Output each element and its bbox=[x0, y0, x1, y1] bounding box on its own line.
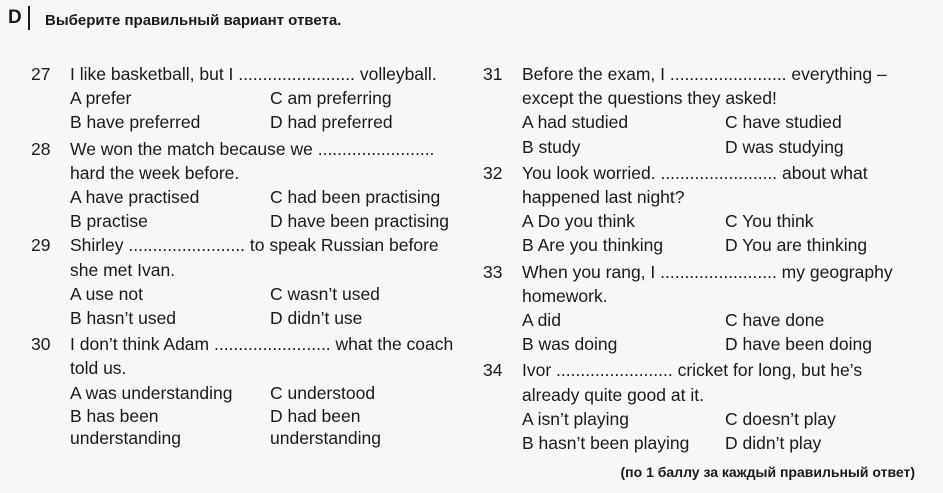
question-stem-continued: hard the week before. bbox=[70, 162, 240, 183]
option-c[interactable]: C doesn’t play bbox=[725, 408, 836, 429]
question-number: 33 bbox=[483, 261, 503, 282]
question-stem-continued: told us. bbox=[70, 358, 127, 379]
option-c[interactable]: C have done bbox=[725, 310, 825, 331]
question-stem: You look worried. ........................ about what bbox=[522, 162, 868, 183]
option-d[interactable]: D had been understanding bbox=[270, 405, 381, 448]
question-number: 29 bbox=[31, 235, 51, 256]
option-b[interactable]: B study bbox=[522, 136, 581, 157]
question-stem: When you rang, I ........................ my geography bbox=[522, 261, 893, 282]
option-a[interactable]: A was understanding bbox=[70, 382, 233, 403]
option-a[interactable]: A have practised bbox=[70, 187, 200, 208]
option-a[interactable]: A had studied bbox=[522, 112, 629, 133]
option-c[interactable]: C had been practising bbox=[270, 187, 441, 208]
option-c[interactable]: C have studied bbox=[725, 112, 842, 133]
option-d[interactable]: D didn’t play bbox=[725, 433, 822, 454]
question-stem: I don’t think Adam ........................ what the coach bbox=[70, 334, 454, 355]
option-a[interactable]: A Do you think bbox=[522, 211, 635, 232]
option-b[interactable]: B has been understanding bbox=[70, 405, 181, 448]
left-column bbox=[31, 62, 471, 449]
option-b[interactable]: B have preferred bbox=[70, 112, 201, 133]
question-33 bbox=[483, 260, 933, 357]
right-column bbox=[483, 62, 933, 455]
question-32 bbox=[483, 161, 933, 258]
question-number: 32 bbox=[483, 162, 503, 183]
question-27 bbox=[31, 62, 471, 135]
option-c[interactable]: C wasn’t used bbox=[270, 283, 380, 304]
option-c[interactable]: C You think bbox=[725, 211, 814, 232]
option-c[interactable]: C am preferring bbox=[270, 88, 392, 109]
question-stem: Shirley ........................ to speak Russian before bbox=[70, 235, 439, 256]
option-a[interactable]: A did bbox=[522, 310, 561, 331]
scoring-note: (по 1 баллу за каждый правильный ответ) bbox=[620, 464, 915, 480]
question-stem: I like basketball, but I ........................ volleyball. bbox=[70, 64, 437, 84]
question-stem: We won the match because we ........................ bbox=[70, 138, 435, 159]
option-b[interactable]: B hasn’t used bbox=[70, 308, 177, 329]
question-number: 34 bbox=[483, 360, 503, 381]
option-b[interactable]: B was doing bbox=[522, 334, 618, 355]
option-a[interactable]: A isn’t playing bbox=[522, 408, 630, 429]
question-34 bbox=[483, 358, 933, 455]
option-b[interactable]: B practise bbox=[70, 211, 148, 232]
question-number: 28 bbox=[31, 138, 51, 159]
option-d[interactable]: D had preferred bbox=[270, 112, 393, 133]
option-d[interactable]: D have been practising bbox=[270, 211, 449, 232]
option-d[interactable]: D have been doing bbox=[725, 334, 872, 355]
question-number: 30 bbox=[31, 334, 51, 355]
option-b[interactable]: B Are you thinking bbox=[522, 235, 664, 256]
option-c[interactable]: C understood bbox=[270, 382, 376, 403]
option-d[interactable]: D was studying bbox=[725, 136, 844, 157]
question-stem: Before the exam, I ........................ everything – bbox=[522, 64, 887, 84]
question-number: 31 bbox=[483, 64, 503, 84]
option-a[interactable]: A use not bbox=[70, 283, 143, 304]
question-31 bbox=[483, 62, 933, 159]
question-stem: Ivor ........................ cricket for long, but he’s bbox=[522, 360, 863, 381]
question-stem-continued: except the questions they asked! bbox=[522, 88, 777, 109]
question-number: 27 bbox=[31, 64, 51, 84]
question-30 bbox=[31, 332, 471, 449]
question-29 bbox=[31, 233, 471, 330]
option-b[interactable]: B hasn’t been playing bbox=[522, 433, 690, 454]
section-title: Выберите правильный вариант ответа. bbox=[45, 12, 342, 29]
question-stem-continued: happened last night? bbox=[522, 187, 685, 208]
option-d[interactable]: D You are thinking bbox=[725, 235, 868, 256]
question-28 bbox=[31, 137, 471, 234]
question-stem-continued: already quite good at it. bbox=[522, 384, 704, 405]
option-d[interactable]: D didn’t use bbox=[270, 308, 363, 329]
question-stem-continued: she met Ivan. bbox=[70, 259, 176, 280]
section-letter: D bbox=[6, 6, 30, 30]
question-stem-continued: homework. bbox=[522, 285, 608, 306]
option-a[interactable]: A prefer bbox=[70, 88, 132, 109]
